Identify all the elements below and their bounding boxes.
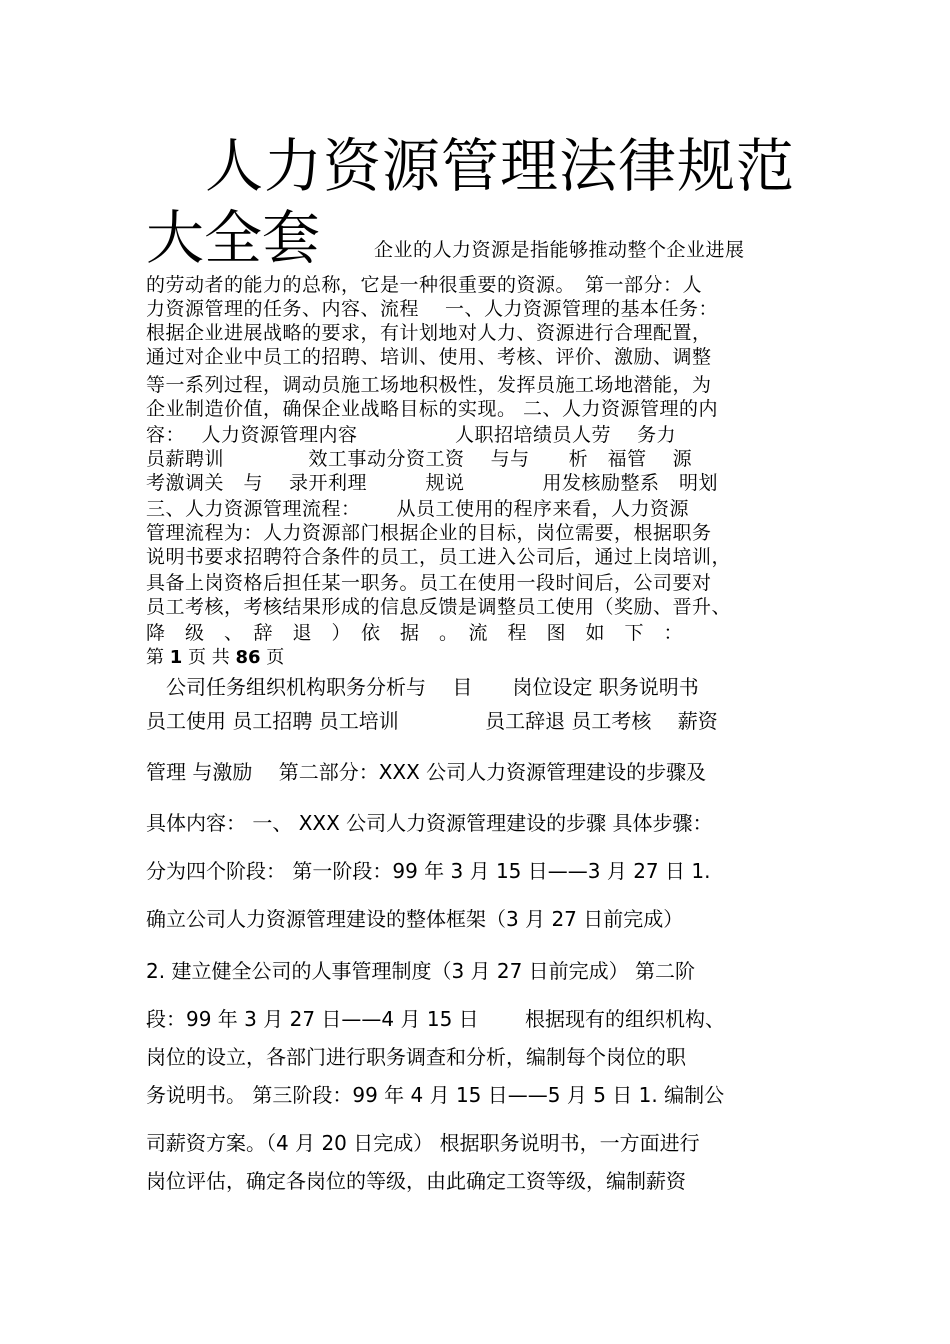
body-text-line: 力资源管理的任务、内容、流程 一、人力资源管理的基本任务：: [146, 298, 719, 320]
section-text-line: 司薪资方案。（4 月 20 日完成） 根据职务说明书，一方面进行: [146, 1131, 700, 1155]
process-text-line: 公司任务组织机构职务分析与 目 岗位设定 职务说明书: [146, 675, 699, 699]
total-page-count: 86: [235, 647, 261, 668]
body-text-line: 说明书要求招聘符合条件的员工，员工进入公司后，通过上岗培训，: [146, 546, 732, 568]
document-title-line-1: 人力资源管理法律规范: [205, 132, 796, 200]
body-text-line: 等一系列过程，调动员施工场地积极性，发挥员施工场地潜能，为: [146, 374, 712, 396]
body-text-line: 具备上岗资格后担任某一职务。员工在使用一段时间后，公司要对: [146, 572, 712, 594]
body-text-line: 员工考核，考核结果形成的信息反馈是调整员工使用（奖励、晋升、: [146, 596, 732, 618]
table-text-line: 容： 人力资源管理内容 人职招培绩员人劳 务力: [146, 424, 677, 446]
intro-text-line: 企业的人力资源是指能够推动整个企业进展: [374, 239, 745, 261]
section-text-line: 管理 与激励 第二部分：XXX 公司人力资源管理建设的步骤及: [146, 760, 707, 784]
page-indicator-suffix: 页: [266, 647, 285, 668]
document-title-line-2: 大全套: [146, 204, 321, 272]
page-indicator: [146, 646, 284, 670]
body-text-line: 三、人力资源管理流程： 从员工使用的程序来看，人力资源: [146, 498, 690, 520]
body-text-line: 通过对企业中员工的招聘、培训、使用、考核、评价、激励、调整: [146, 346, 712, 368]
process-text-line: 员工使用 员工招聘 员工培训 员工辞退 员工考核 薪资: [146, 709, 718, 733]
section-text-line: 2. 建立健全公司的人事管理制度（3 月 27 日前完成） 第二阶: [146, 959, 696, 983]
section-text-line: 分为四个阶段： 第一阶段：99 年 3 月 15 日——3 月 27 日 1.: [146, 859, 711, 883]
table-text-line: 考激调关 与 录开利理 规说 用发核励整系 明划: [146, 472, 719, 494]
section-text-line: 具体内容： 一、 XXX 公司人力资源管理建设的步骤 具体步骤：: [146, 811, 713, 835]
section-text-line: 段：99 年 3 月 27 日——4 月 15 日 根据现有的组织机构、: [146, 1007, 726, 1031]
body-text-line: 的劳动者的能力的总称，它是一种很重要的资源。 第一部分：人: [146, 274, 703, 296]
body-text-line: 管理流程为：人力资源部门根据企业的目标，岗位需要，根据职务: [146, 522, 712, 544]
section-text-line: 确立公司人力资源管理建设的整体框架（3 月 27 日前完成）: [146, 907, 684, 931]
page-indicator-prefix: 第: [146, 647, 164, 668]
section-text-line: 岗位的设立，各部门进行职务调查和分析，编制每个岗位的职: [146, 1045, 686, 1069]
page-indicator-middle: 页 共: [188, 647, 230, 668]
section-text-line: 务说明书。 第三阶段：99 年 4 月 15 日——5 月 5 日 1. 编制公: [146, 1083, 725, 1107]
current-page-number: 1: [169, 647, 183, 668]
body-text-line: 企业制造价值，确保企业战略目标的实现。 二、人力资源管理的内: [146, 398, 719, 420]
body-text-line: 降 级 、 辞 退 ） 依 据 。 流 程 图 如 下 ：: [146, 622, 684, 644]
table-text-line: 员薪聘训 效工事动分资工资 与与 析 福管 源: [146, 448, 693, 470]
body-text-line: 根据企业进展战略的要求，有计划地对人力、资源进行合理配置，: [146, 322, 712, 344]
section-text-line: 岗位评估，确定各岗位的等级，由此确定工资等级，编制薪资: [146, 1169, 686, 1193]
